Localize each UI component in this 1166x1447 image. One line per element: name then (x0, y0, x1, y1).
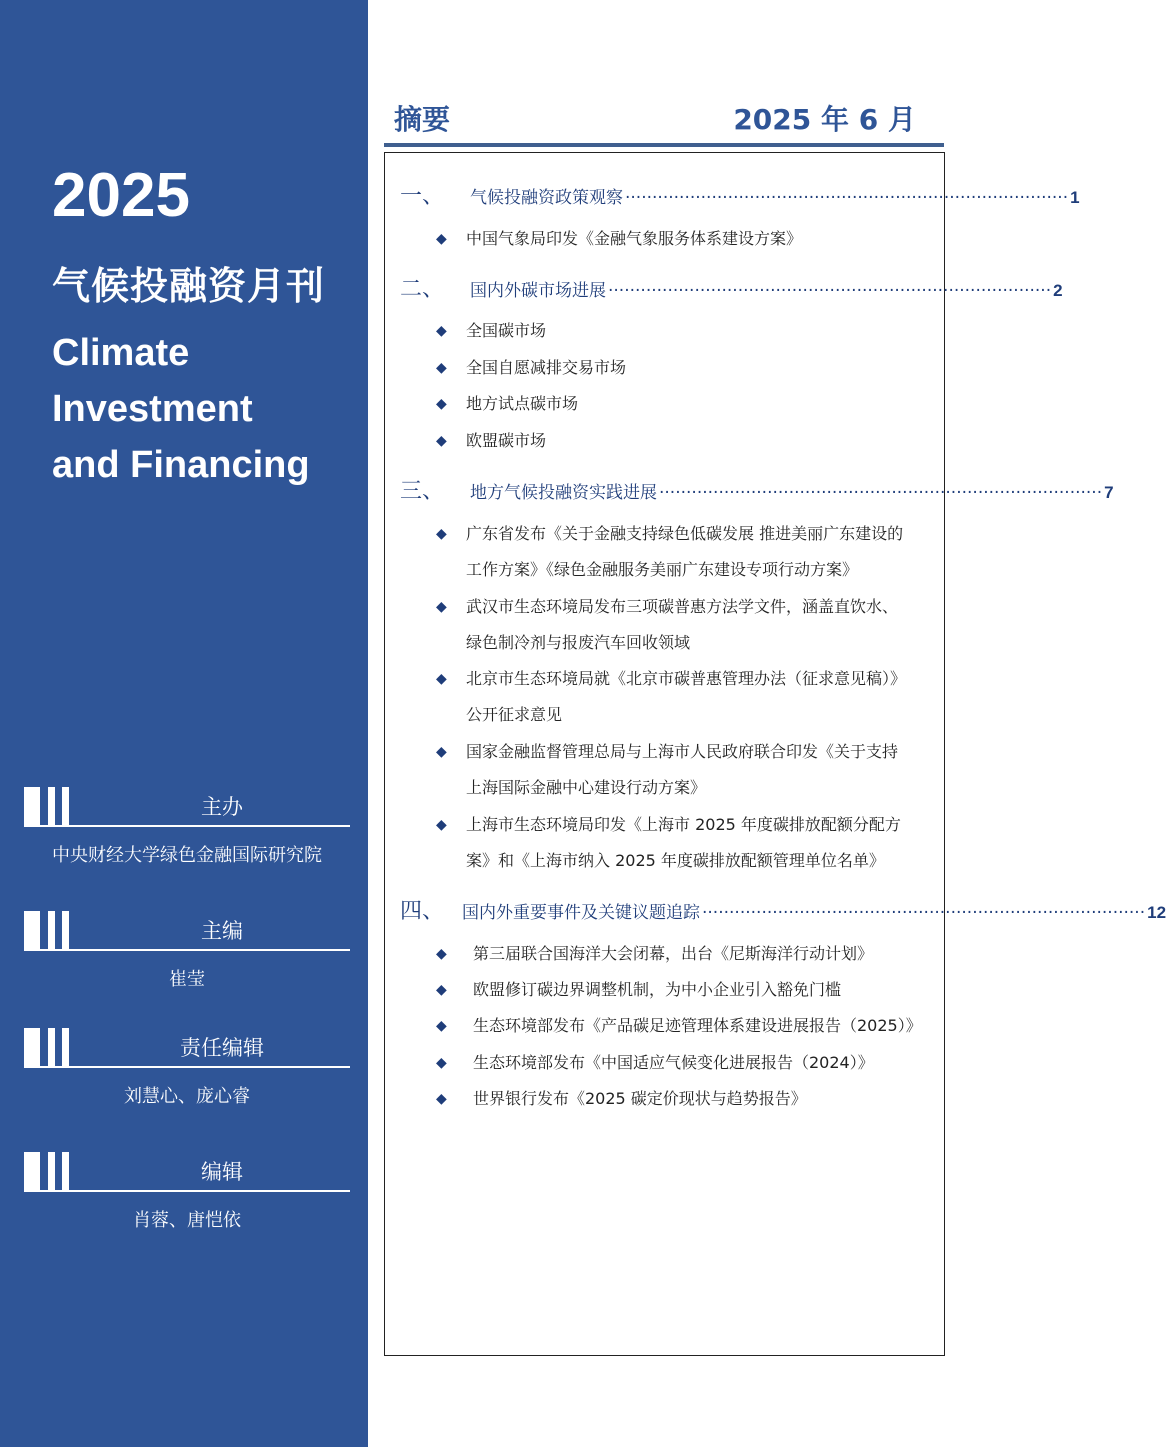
diamond-bullet-icon: ◆ (436, 360, 447, 376)
toc-item[interactable] (436, 423, 936, 459)
staff-editors (24, 1152, 350, 1232)
diamond-bullet-icon: ◆ (436, 744, 447, 760)
diamond-bullet-icon: ◆ (436, 1055, 447, 1071)
staff-role: 责任编辑 (180, 1036, 264, 1060)
section-title: 国内外碳市场进展 (470, 281, 606, 301)
staff-role: 主编 (201, 919, 243, 943)
section-title: 国内外重要事件及关键议题追踪 (462, 903, 700, 923)
toc-item-text: 生态环境部发布《产品碳足迹管理体系建设进展报告（2025）》 (473, 1016, 922, 1035)
diamond-bullet-icon: ◆ (436, 323, 447, 339)
section-page: 12 (1147, 903, 1166, 922)
toc-item[interactable] (436, 589, 936, 661)
leader-dots: ·················································································· (608, 281, 1052, 301)
divider (24, 825, 350, 827)
toc-item[interactable] (436, 313, 936, 349)
toc-item-text-line: 广东省发布《关于金融支持绿色低碳发展 推进美丽广东建设的 (466, 524, 904, 543)
toc-item[interactable] (436, 350, 936, 386)
toc-item[interactable] (436, 221, 936, 257)
leader-dots: ·················································································· (702, 903, 1146, 923)
toc-item-text: 地方试点碳市场 (466, 394, 579, 413)
staff-host (24, 787, 350, 867)
toc-item-text-line: 国家金融监督管理总局与上海市人民政府联合印发《关于支持 (466, 742, 899, 761)
staff-name: 刘慧心、庞心睿 (124, 1086, 250, 1107)
leader-dots: ·················································································· (625, 188, 1069, 208)
section-number: 一、 (400, 184, 445, 209)
section-title: 气候投融资政策观察 (470, 188, 623, 208)
toc-item-text: 全国碳市场 (466, 321, 547, 340)
toc-item[interactable] (436, 1045, 936, 1081)
section-page: 1 (1070, 188, 1080, 207)
toc-item[interactable] (436, 734, 936, 806)
diamond-bullet-icon: ◆ (436, 671, 447, 687)
toc-item-text: 全国自愿减排交易市场 (466, 358, 627, 377)
divider (24, 1066, 350, 1068)
toc-item-text-line: 上海市生态环境局印发《上海市 2025 年度碳排放配额分配方 (466, 815, 901, 834)
section-page: 7 (1104, 483, 1114, 502)
divider (24, 949, 350, 951)
diamond-bullet-icon: ◆ (436, 817, 447, 833)
header-rule (384, 143, 944, 147)
toc-section[interactable] (400, 276, 1063, 306)
toc-item-text-line: 上海国际金融中心建设行动方案》 (466, 778, 707, 797)
toc-item-text-line: 绿色制冷剂与报废汽车回收领域 (466, 633, 691, 652)
section-number: 三、 (400, 479, 445, 504)
section-title: 地方气候投融资实践进展 (470, 483, 657, 503)
toc-item[interactable] (436, 1008, 936, 1044)
section-number: 二、 (400, 277, 445, 302)
staff-editor-in-chief (24, 911, 350, 991)
issue-date: 2025 年 6 月 (733, 103, 916, 136)
toc-section[interactable] (400, 898, 1166, 928)
cover-sidebar (0, 0, 368, 1447)
toc-item-text: 欧盟修订碳边界调整机制，为中小企业引入豁免门槛 (473, 980, 842, 999)
staff-name: 中央财经大学绿色金融国际研究院 (52, 845, 322, 866)
staff-name: 肖蓉、唐恺依 (133, 1210, 241, 1231)
toc-item[interactable] (436, 1081, 936, 1117)
diamond-bullet-icon: ◆ (436, 526, 447, 542)
section-page: 2 (1053, 281, 1063, 300)
toc-item[interactable] (436, 386, 936, 422)
toc-item-text-line: 工作方案》《绿色金融服务美丽广东建设专项行动方案》 (466, 560, 859, 579)
diamond-bullet-icon: ◆ (436, 982, 447, 998)
toc-item-text: 中国气象局印发《金融气象服务体系建设方案》 (466, 229, 803, 248)
cover-title-cn: 气候投融资月刊 (52, 264, 326, 308)
toc-item-text-line: 案》和《上海市纳入 2025 年度碳排放配额管理单位名单》 (466, 851, 885, 870)
section-number: 四、 (400, 899, 445, 924)
toc-item-text: 欧盟碳市场 (466, 431, 547, 450)
toc-item-text: 生态环境部发布《中国适应气候变化进展报告（2024）》 (473, 1053, 874, 1072)
summary-heading: 摘要 (394, 103, 451, 136)
diamond-bullet-icon: ◆ (436, 433, 447, 449)
toc-item-text-line: 武汉市生态环境局发布三项碳普惠方法学文件，涵盖直饮水、 (466, 597, 899, 616)
toc-item-text-line: 北京市生态环境局就《北京市碳普惠管理办法（征求意见稿）》 (466, 669, 907, 688)
divider (24, 1190, 350, 1192)
cover-title-en-line: and Financing (52, 444, 310, 486)
staff-role: 主办 (201, 795, 243, 819)
diamond-bullet-icon: ◆ (436, 1018, 447, 1034)
cover-title-en (52, 325, 310, 493)
toc-item[interactable] (436, 807, 936, 879)
cover-title-en-line: Climate (52, 332, 190, 374)
toc-item-text-line: 公开征求意见 (466, 705, 563, 724)
diamond-bullet-icon: ◆ (436, 396, 447, 412)
cover-title-en-line: Investment (52, 388, 253, 430)
toc-item-text: 第三届联合国海洋大会闭幕，出台《尼斯海洋行动计划》 (473, 944, 874, 963)
toc-section[interactable] (400, 183, 1080, 213)
staff-name: 崔莹 (169, 969, 205, 990)
toc-section[interactable] (400, 478, 1114, 508)
leader-dots: ·················································································· (659, 483, 1103, 503)
toc-item[interactable] (436, 936, 936, 972)
toc-item[interactable] (436, 972, 936, 1008)
diamond-bullet-icon: ◆ (436, 231, 447, 247)
staff-responsible-editor (24, 1028, 350, 1108)
diamond-bullet-icon: ◆ (436, 1091, 447, 1107)
toc-item-text: 世界银行发布《2025 碳定价现状与趋势报告》 (473, 1089, 807, 1108)
toc-item[interactable] (436, 516, 936, 588)
cover-year: 2025 (52, 161, 190, 230)
diamond-bullet-icon: ◆ (436, 946, 447, 962)
diamond-bullet-icon: ◆ (436, 599, 447, 615)
staff-role: 编辑 (201, 1160, 243, 1184)
toc-item[interactable] (436, 661, 936, 733)
